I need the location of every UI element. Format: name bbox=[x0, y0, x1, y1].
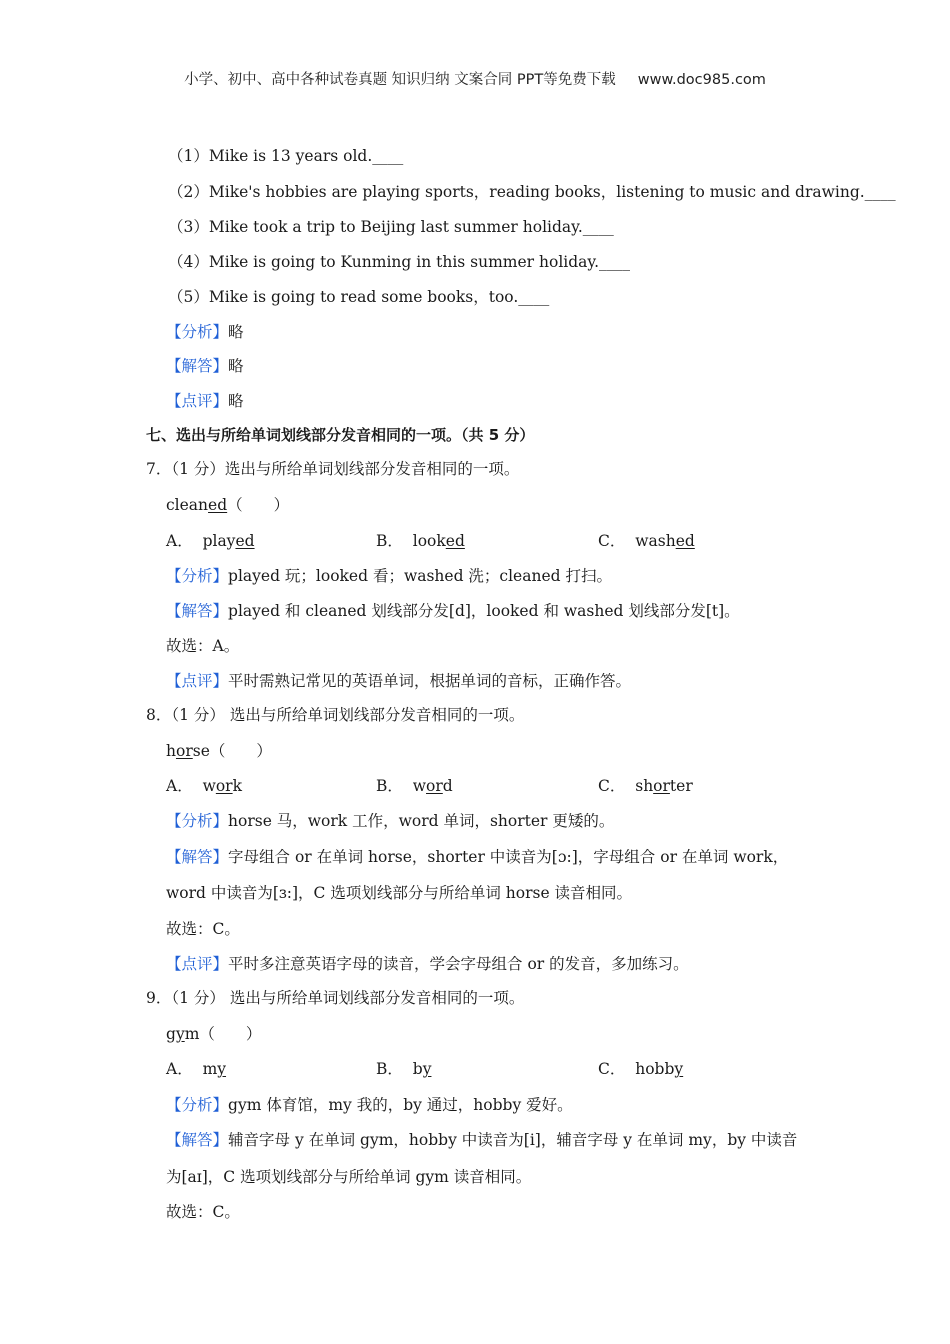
prev-analysis bbox=[166, 321, 244, 343]
q8-answer-line-1: 【解答】字母组合 or 在单词 horse，shorter 中读音为[ɔ:]，字母组合 or 在单词 work， bbox=[166, 848, 789, 866]
q8-stem: 8．（1 分） 选出与所给单词划线部分发音相同的一项。 bbox=[146, 706, 525, 724]
prev-comment bbox=[166, 390, 244, 412]
q7-analysis: 【分析】played 玩；looked 看；washed 洗；cleaned 打扫。 bbox=[166, 567, 612, 585]
analysis-tag: 【分析】 bbox=[166, 323, 229, 341]
q9-analysis: 【分析】gym 体育馆，my 我的，by 通过，hobby 爱好。 bbox=[166, 1096, 573, 1114]
prev-answer bbox=[166, 355, 244, 377]
q9-option-c[interactable]: C． hobby bbox=[598, 1060, 684, 1078]
q7-answer: 【解答】played 和 cleaned 划线部分发[d]，looked 和 washed 划线部分发[t]。 bbox=[166, 602, 740, 620]
q9-option-b[interactable]: B． by bbox=[376, 1060, 432, 1078]
q7-given-word: cleaned（ ） bbox=[166, 496, 290, 514]
prev-answer-text: 略 bbox=[228, 357, 244, 375]
q8-comment: 【点评】平时多注意英语字母的读音，学会字母组合 or 的发音，多加练习。 bbox=[166, 955, 689, 973]
q8-choice: 故选：C。 bbox=[166, 920, 240, 938]
q7-option-c[interactable]: C． washed bbox=[598, 532, 695, 550]
header-url[interactable]: www.doc985.com bbox=[637, 72, 766, 88]
prev-question-1: （1）Mike is 13 years old.____ bbox=[168, 147, 404, 165]
prev-question-4: （4）Mike is going to Kunming in this summer holiday.____ bbox=[168, 253, 631, 271]
prev-analysis-text: 略 bbox=[228, 323, 244, 341]
prev-comment-text: 略 bbox=[228, 392, 244, 410]
q8-option-b[interactable]: B． word bbox=[376, 777, 453, 795]
answer-tag: 【解答】 bbox=[166, 357, 229, 375]
q8-analysis: 【分析】horse 马，work 工作，word 单词，shorter 更矮的。 bbox=[166, 812, 615, 830]
q8-option-a[interactable]: A． work bbox=[166, 777, 242, 795]
prev-question-5: （5）Mike is going to read some books，too.____ bbox=[168, 288, 550, 306]
q9-answer-line-1: 【解答】辅音字母 y 在单词 gym，hobby 中读音为[i]，辅音字母 y 在单词 my，by 中读音 bbox=[166, 1131, 798, 1149]
comment-tag: 【点评】 bbox=[166, 392, 229, 410]
prev-question-3: （3）Mike took a trip to Beijing last summer holiday.____ bbox=[168, 218, 614, 236]
q8-answer-line-2: word 中读音为[ɜ:]，C 选项划线部分与所给单词 horse 读音相同。 bbox=[166, 884, 633, 902]
q9-stem: 9．（1 分） 选出与所给单词划线部分发音相同的一项。 bbox=[146, 989, 525, 1007]
q9-choice: 故选：C。 bbox=[166, 1203, 240, 1221]
q9-given-word: gym（ ） bbox=[166, 1025, 262, 1043]
q7-stem: 7．（1 分）选出与所给单词划线部分发音相同的一项。 bbox=[146, 460, 520, 478]
q8-given-word: horse（ ） bbox=[166, 742, 272, 760]
q7-comment: 【点评】平时需熟记常见的英语单词，根据单词的音标，正确作答。 bbox=[166, 672, 632, 690]
prev-question-2: （2）Mike's hobbies are playing sports，reading books，listening to music and drawing.____ bbox=[168, 183, 896, 201]
q8-option-c[interactable]: C． shorter bbox=[598, 777, 693, 795]
q7-option-a[interactable]: A． played bbox=[166, 532, 255, 550]
q9-answer-line-2: 为[aɪ]，C 选项划线部分与所给单词 gym 读音相同。 bbox=[166, 1168, 532, 1186]
q7-option-b[interactable]: B． looked bbox=[376, 532, 465, 550]
page-header bbox=[0, 68, 950, 89]
q9-option-a[interactable]: A． my bbox=[166, 1060, 227, 1078]
q7-choice: 故选：A。 bbox=[166, 637, 240, 655]
section-title: 七、选出与所给单词划线部分发音相同的一项。（共 5 分） bbox=[146, 426, 535, 444]
header-text: 小学、初中、高中各种试卷真题 知识归纳 文案合同 PPT等免费下载 bbox=[184, 72, 616, 88]
